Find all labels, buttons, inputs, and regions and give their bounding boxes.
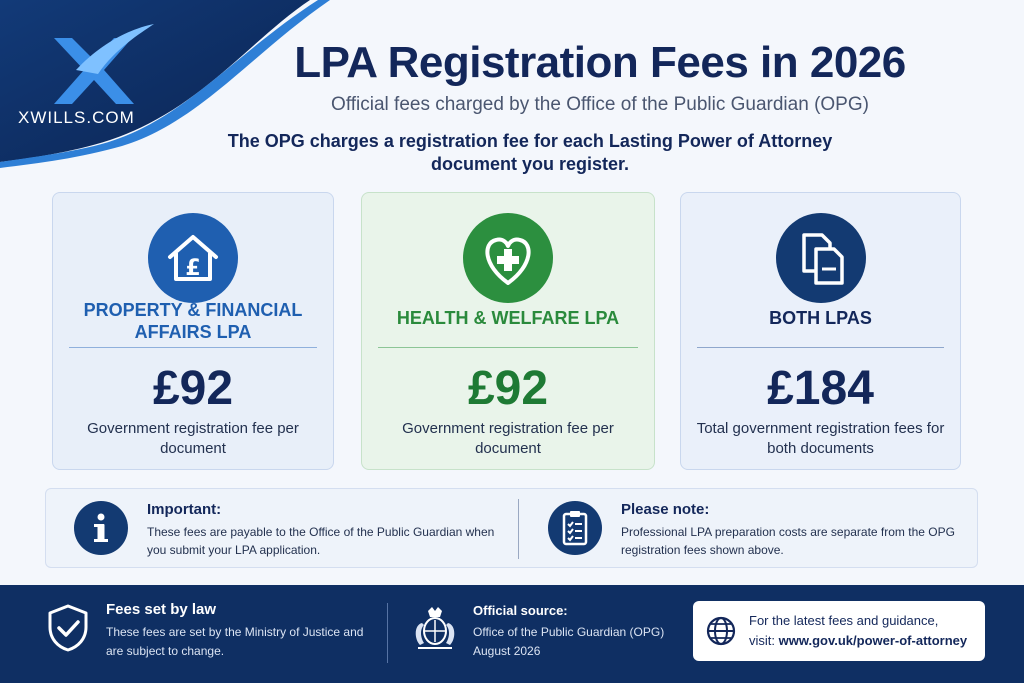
card-divider xyxy=(697,347,944,348)
documents-icon xyxy=(776,213,866,303)
page-title: LPA Registration Fees in 2026 xyxy=(294,38,906,87)
globe-icon xyxy=(705,615,737,647)
logo-text: XWILLS.COM xyxy=(18,108,135,127)
heart-cross-icon xyxy=(463,213,553,303)
notes-panel xyxy=(45,488,978,568)
guidance-link-box[interactable] xyxy=(693,601,985,661)
page-subtitle: Official fees charged by the Office of the Public Guardian (OPG) xyxy=(331,94,869,115)
footer xyxy=(0,585,1024,683)
link-prefix: visit: xyxy=(749,633,779,648)
footer-source-title: Official source: xyxy=(473,603,568,618)
card-description: Government registration fee per document xyxy=(87,420,299,457)
note-please-title: Please note: xyxy=(621,501,710,518)
card-label: PROPERTY & FINANCIAL AFFAIRS LPA xyxy=(83,300,303,342)
footer-divider xyxy=(387,603,388,663)
guidance-url-link[interactable]: www.gov.uk/power-of-attorney xyxy=(778,633,968,648)
footer-law-text: These fees are set by the Ministry of Justice and are subject to change. xyxy=(106,625,364,658)
info-icon xyxy=(74,501,128,555)
footer-law-title: Fees set by law xyxy=(106,601,217,618)
checklist-icon xyxy=(548,501,602,555)
svg-text:£: £ xyxy=(185,256,201,281)
link-text[interactable] xyxy=(749,633,967,648)
house-pound-icon xyxy=(148,213,238,303)
card-property-financial xyxy=(52,192,334,470)
card-price: £92 xyxy=(467,362,549,415)
royal-crest-icon xyxy=(408,603,462,653)
note-please-text: Professional LPA preparation costs are separate from the OPG registration fees shown above. xyxy=(621,525,955,557)
note-important-title: Important: xyxy=(147,501,222,518)
footer-source-line2: August 2026 xyxy=(473,644,541,658)
card-price: £184 xyxy=(767,362,874,415)
intro-text: The OPG charges a registration fee for each Lasting Power of Attorney document you register. xyxy=(227,131,833,174)
card-description: Total government registration fees for both documents xyxy=(696,420,945,457)
footer-source-line1: Office of the Public Guardian (OPG) xyxy=(473,625,665,639)
link-intro-text: For the latest fees and guidance, xyxy=(749,613,939,628)
note-important-text: These fees are payable to the Office of the Public Guardian when you submit your LPA application. xyxy=(147,525,495,557)
notes-divider xyxy=(518,499,519,559)
card-label: BOTH LPAS xyxy=(769,308,872,328)
card-health-welfare xyxy=(361,192,655,470)
card-divider xyxy=(69,347,317,348)
card-both-lpas xyxy=(680,192,961,470)
card-label: HEALTH & WELFARE LPA xyxy=(396,308,620,328)
card-description: Government registration fee per document xyxy=(402,420,614,457)
shield-check-icon xyxy=(45,603,91,653)
card-divider xyxy=(378,347,638,348)
card-price: £92 xyxy=(152,362,234,415)
